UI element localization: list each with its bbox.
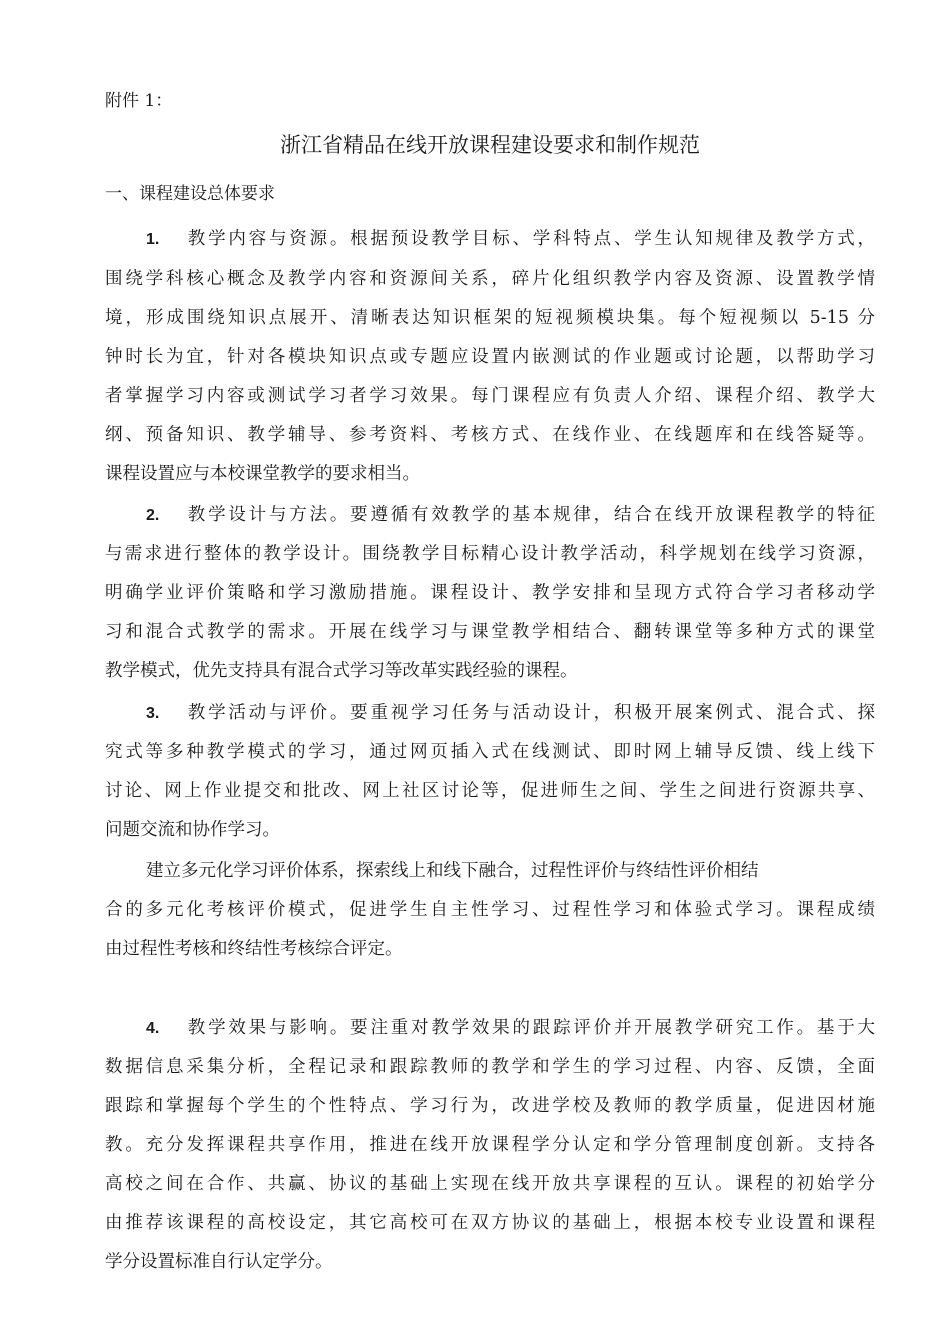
section-heading: 一、课程建设总体要求 xyxy=(105,184,275,204)
document-title: 浙江省精品在线开放课程建设要求和制作规范 xyxy=(280,133,700,157)
paragraph-line: 钟时长为宜，针对各模块知识点或专题应设置内嵌测试的作业题或讨论题，以帮助学习 xyxy=(105,347,875,367)
paragraph-line: 4. 教学效果与影响。要注重对教学效果的跟踪评价并开展教学研究工作。基于大 xyxy=(146,1016,875,1041)
paragraph-line: 纲、预备知识、教学辅导、参考资料、考核方式、在线作业、在线题库和在线答疑等。 xyxy=(105,425,875,445)
paragraph-line: 境，形成围绕知识点展开、清晰表达知识框架的短视频模块集。每个短视频以 5-15 分 xyxy=(105,308,875,328)
paragraph-line: 与需求进行整体的教学设计。围绕教学目标精心设计教学活动，科学规划在线学习资源， xyxy=(105,544,875,564)
item-number: 4. xyxy=(146,1020,160,1037)
paragraph-line: 课程设置应与本校课堂教学的要求相当。 xyxy=(105,464,420,484)
paragraph-line: 高校之间在合作、共赢、协议的基础上实现在线开放共享课程的互认。课程的初始学分 xyxy=(105,1174,875,1194)
item-number: 2. xyxy=(146,507,160,524)
paragraph-line: 教。充分发挥课程共享作用，推进在线开放课程学分认定和学分管理制度创新。支持各 xyxy=(105,1135,875,1155)
paragraph-line: 讨论、网上作业提交和批改、网上社区讨论等，促进师生之间、学生之间进行资源共享、 xyxy=(105,781,875,801)
paragraph-line: 建立多元化学习评价体系，探索线上和线下融合，过程性评价与终结性评价相结 xyxy=(146,861,759,881)
paragraph-line: 问题交流和协作学习。 xyxy=(105,820,280,840)
paragraph-line: 由过程性考核和终结性考核综合评定。 xyxy=(105,939,403,959)
paragraph-line: 教学模式，优先支持具有混合式学习等改革实践经验的课程。 xyxy=(105,661,578,681)
paragraph-line: 1. 教学内容与资源。根据预设教学目标、学科特点、学生认知规律及教学方式， xyxy=(146,227,875,252)
paragraph-line: 数据信息采集分析，全程记录和跟踪教师的教学和学生的学习过程、内容、反馈，全面 xyxy=(105,1057,875,1077)
paragraph-line: 者掌握学习内容或测试学习者学习效果。每门课程应有负责人介绍、课程介绍、教学大 xyxy=(105,386,875,406)
item-number: 3. xyxy=(146,705,160,722)
paragraph-line: 跟踪和掌握每个学生的个性特点、学习行为，改进学校及教师的教学质量，促进因材施 xyxy=(105,1096,875,1116)
paragraph-line: 学分设置标准自行认定学分。 xyxy=(105,1252,333,1272)
paragraph-line: 围绕学科核心概念及教学内容和资源间关系，碎片化组织教学内容及资源、设置教学情 xyxy=(105,269,875,289)
paragraph-line: 由推荐该课程的高校设定，其它高校可在双方协议的基础上，根据本校专业设置和课程 xyxy=(105,1213,875,1233)
paragraph-line: 明确学业评价策略和学习激励措施。课程设计、教学安排和呈现方式符合学习者移动学 xyxy=(105,583,875,603)
paragraph-line: 究式等多种教学模式的学习，通过网页插入式在线测试、即时网上辅导反馈、线上线下 xyxy=(105,742,875,762)
paragraph-line: 2. 教学设计与方法。要遵循有效教学的基本规律，结合在线开放课程教学的特征 xyxy=(146,503,875,528)
item-number: 1. xyxy=(146,231,160,248)
paragraph-line: 习和混合式教学的需求。开展在线学习与课堂教学相结合、翻转课堂等多种方式的课堂 xyxy=(105,622,875,642)
attachment-label: 附件 1： xyxy=(105,91,173,111)
paragraph-line: 3. 教学活动与评价。要重视学习任务与活动设计，积极开展案例式、混合式、探 xyxy=(146,701,875,726)
paragraph-line: 合的多元化考核评价模式，促进学生自主性学习、过程性学习和体验式学习。课程成绩 xyxy=(105,900,875,920)
